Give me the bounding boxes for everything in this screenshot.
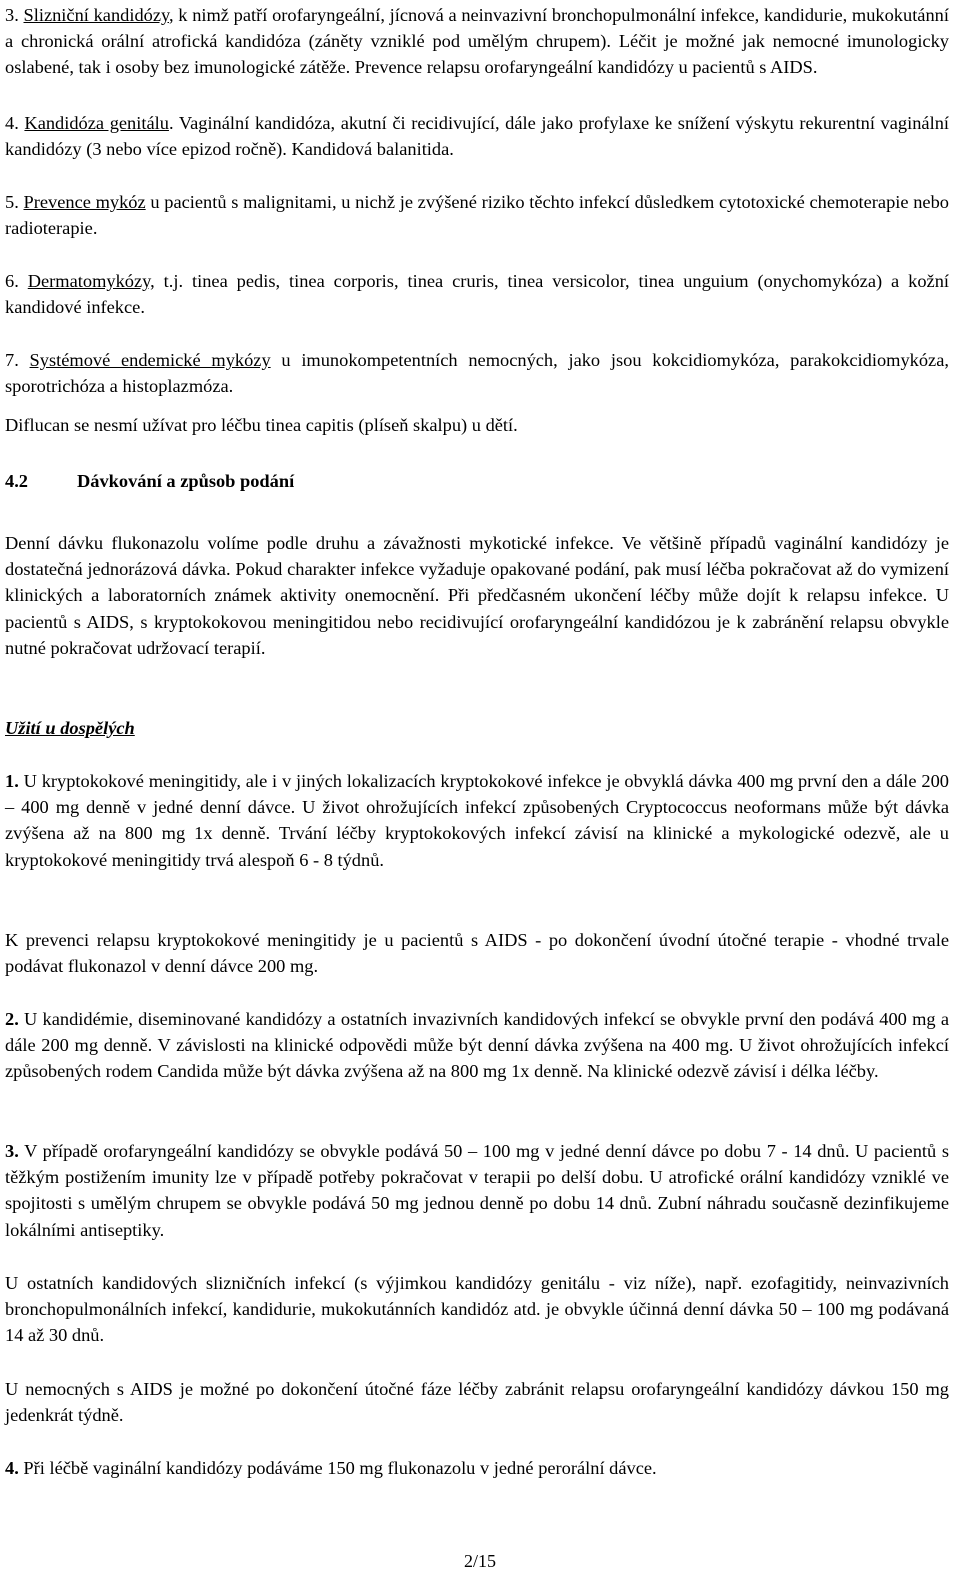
tinea-capitis-warning: Diflucan se nesmí užívat pro léčbu tinea capitis (plíseň skalpu) u dětí. — [5, 415, 518, 435]
item-title: Slizniční kandidózy — [23, 5, 169, 25]
item-number: 3. — [5, 1141, 19, 1161]
dosing-item-3-aids: U nemocných s AIDS je možné po dokončení útočné fáze léčby zabránit relapsu orofaryngeální kandidózy dávkou 150 mg jedenkrát týdně. — [5, 1379, 949, 1426]
dosing-intro: Denní dávku flukonazolu volíme podle druhu a závažnosti mykotické infekce. Ve většině případů vaginální kandidózy je dostatečná jednorázová dávka. Pokud charakter infekce vyžaduje opakované podání, pak musí léčba pokračovat až do vymizení klinických a laboratorních známek aktivity onemocnění. Při předčasném ukončení léčby může dojít k relapsu infekce. U pacientů s AIDS, s kryptokokovou meningitidou nebo recidivující orofaryngeální kandidózou je k zabránění relapsu obvykle nutné pokračovat udržovací terapií. — [5, 533, 949, 658]
item-text: U kandidémie, diseminované kandidózy a ostatních invazivních kandidových infekcí se obvykle první den podává 400 mg a dále 200 mg denně. V závislosti na klinické odpovědi může být denní dávka zvýšena na 400 mg. U život ohrožujících infekcí způsobených rodem Candida může být dávka zvýšena až na 800 mg 1x denně. Na klinické odezvě závisí i délka léčby. — [5, 1009, 949, 1082]
section-number: 4.2 — [5, 471, 28, 491]
dosing-item-3 — [5, 1138, 949, 1243]
item-number: 1. — [5, 771, 19, 791]
item-number: 2. — [5, 1009, 19, 1029]
item-number: 4. — [5, 113, 19, 133]
item-number: 7. — [5, 350, 19, 370]
item-number: 6. — [5, 271, 19, 291]
dosing-item-3-other: U ostatních kandidových slizničních infekcí (s výjimkou kandidózy genitálu - viz níže), např. ezofagitidy, neinvazivních bronchopulmonálních infekcí, kandidurie, mukokutánních kandidóz atd. je obvykle účinná denní dávka 50 – 100 mg podávaná 14 až 30 dnů. — [5, 1273, 949, 1346]
indication-item-4 — [5, 110, 949, 162]
item-title: Prevence mykóz — [23, 192, 146, 212]
item-number: 3. — [5, 5, 19, 25]
indication-item-7 — [5, 347, 949, 399]
item-text: U kryptokokové meningitidy, ale i v jiných lokalizacích kryptokokové infekce je obvyklá dávka 400 mg první den a dále 200 – 400 mg denně v jedné denní dávce. U život ohrožujících infekcí způsobených Cryptococcus neoformans může být dávka zvýšena až na 800 mg 1x denně. Trvání léčby kryptokokových infekcí závisí na klinické a mykologické odezvě, ale u kryptokokové meningitidy trvá alespoň 6 - 8 týdnů. — [5, 771, 949, 870]
item-text: V případě orofaryngeální kandidózy se obvykle podává 50 – 100 mg v jedné denní dávce po dobu 7 - 14 dnů. U pacientů s těžkým postižením imunity lze v případě potřeby pokračovat v terapii po delší dobu. U atrofické orální kandidózy vzniklé ve spojitosti s umělým chrupem se obvykle podává 50 mg jednou denně po dobu 14 dnů. Zubní náhradu současně dezinfikujeme lokálními antiseptiky. — [5, 1141, 949, 1240]
dosing-item-4 — [5, 1455, 949, 1481]
item-text: u imunokompetentních nemocných, jako jsou kokcidiomykóza, parakokcidiomykóza, sporotrichóza a histoplazmóza. — [5, 350, 949, 397]
item-text: t.j. tinea pedis, tinea corporis, tinea cruris, tinea versicolor, tinea unguium (onychomykóza) a kožní kandidové infekce. — [5, 271, 949, 318]
item-title: Dermatomykózy, — [27, 271, 155, 291]
dosing-item-1 — [5, 768, 949, 873]
item-number: 4. — [5, 1458, 19, 1478]
indication-item-5 — [5, 189, 949, 241]
indication-item-3 — [5, 2, 949, 81]
indication-item-6 — [5, 268, 949, 320]
section-heading-4-2 — [5, 468, 949, 494]
item-title: Systémové endemické mykózy — [29, 350, 271, 370]
dosing-item-2 — [5, 1006, 949, 1085]
item-text: u pacientů s malignitami, u nichž je zvýšené riziko těchto infekcí důsledkem cytotoxické chemoterapie nebo radioterapie. — [5, 192, 949, 239]
item-number: 5. — [5, 192, 19, 212]
item-title: Kandidóza genitálu — [24, 113, 169, 133]
item-text: . Vaginální kandidóza, akutní či recidivující, dále jako profylaxe ke snížení výskytu rekurentní vaginální kandidózy (3 nebo více epizod ročně). Kandidová balanitida. — [5, 113, 949, 160]
item-text: , k nimž patří orofaryngeální, jícnová a neinvazivní bronchopulmonální infekce, kandidurie, mukokutánní a chronická orální atrofická kandidóza (záněty vzniklé pod umělým chrupem). Léčit je možné jak nemocné imunologicky oslabené, tak i osoby bez imunologické zátěže. Prevence relapsu orofaryngeální kandidózy u pacientů s AIDS. — [5, 5, 949, 78]
item-text: Při léčbě vaginální kandidózy podáváme 150 mg flukonazolu v jedné perorální dávce. — [18, 1458, 657, 1478]
subheading-adults: Užití u dospělých — [5, 718, 135, 738]
dosing-item-1-prevention: K prevenci relapsu kryptokokové meningitidy je u pacientů s AIDS - po dokončení úvodní útočné terapie - vhodné trvale podávat flukonazol v denní dávce 200 mg. — [5, 930, 949, 977]
section-title: Dávkování a způsob podání — [77, 471, 295, 491]
page-number: 2/15 — [463, 1551, 496, 1571]
